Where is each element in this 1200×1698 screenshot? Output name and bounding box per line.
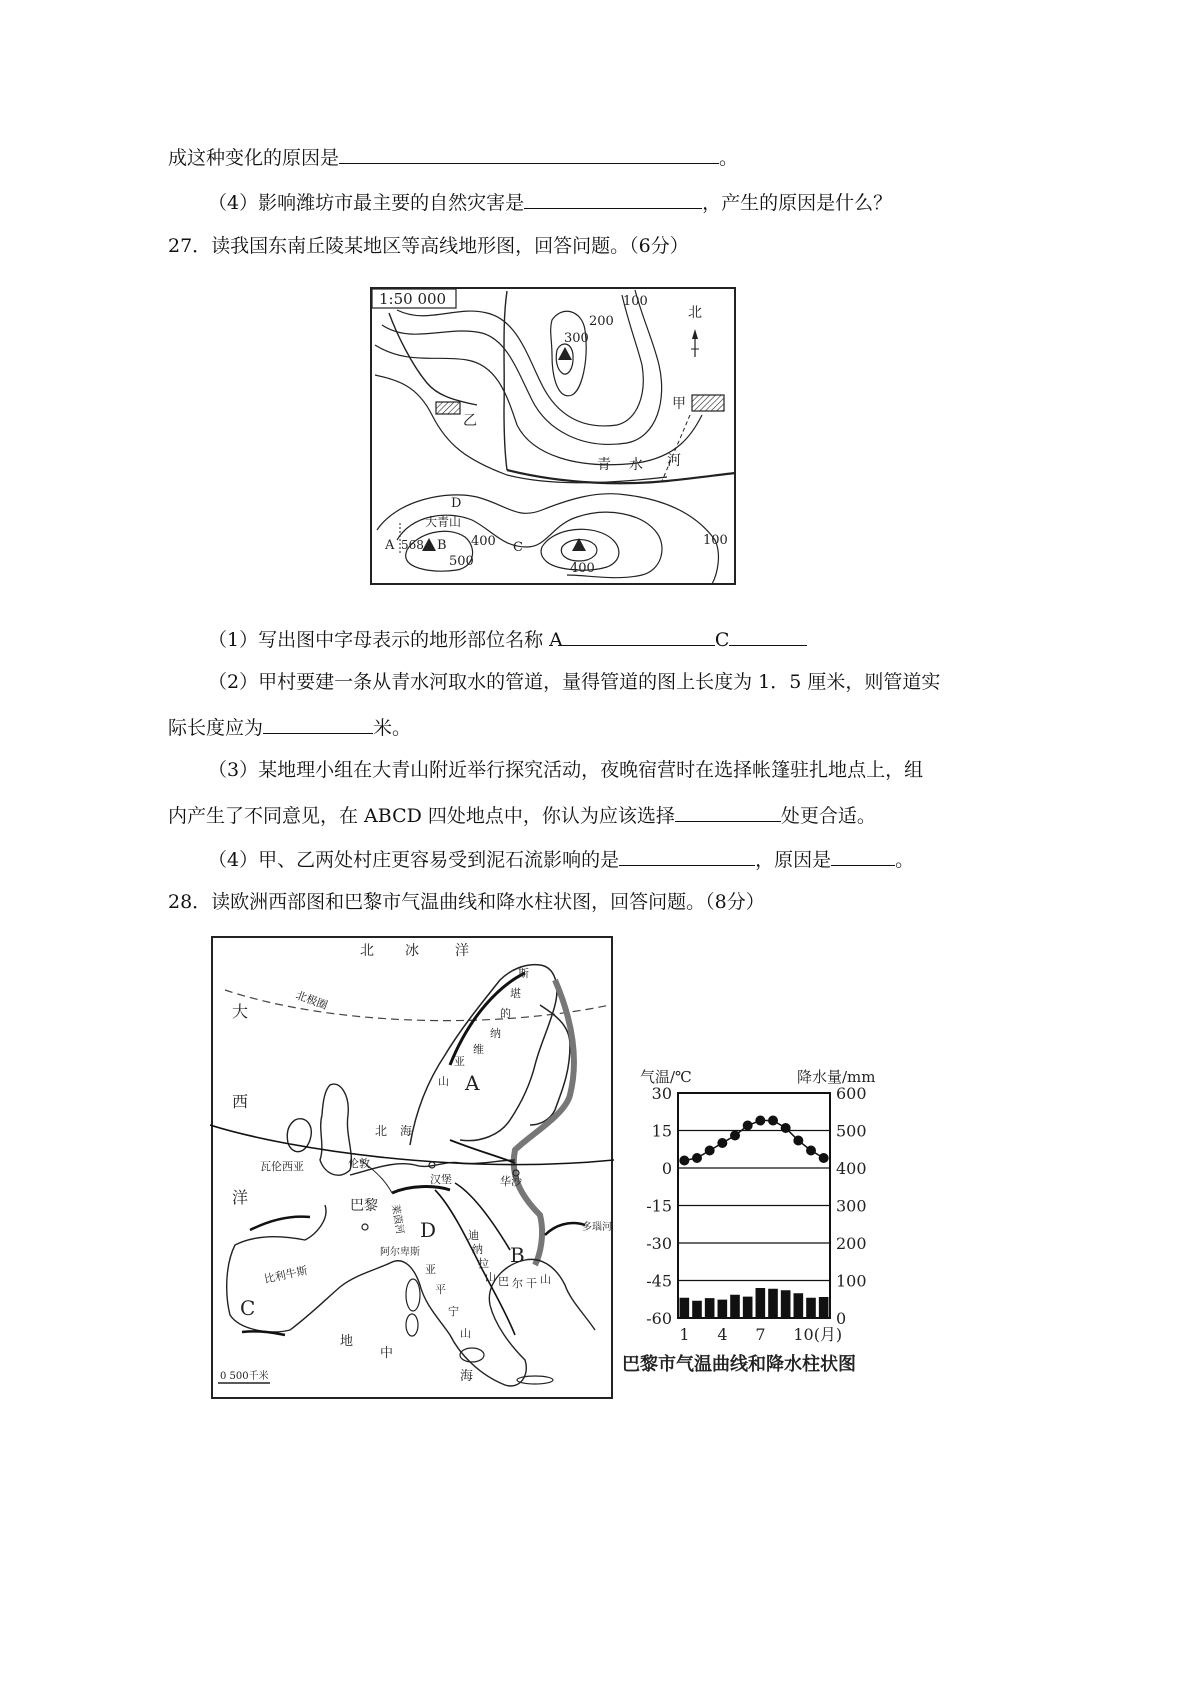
q27-2a: （2）甲村要建一条从青水河取水的管道，量得管道的图上长度为 1．5 厘米，则管道实	[208, 671, 941, 693]
y-left-tick: -15	[646, 1196, 672, 1216]
contour-400-left: 400	[471, 534, 496, 549]
apennine-char-3: 宁	[448, 1305, 459, 1318]
europe-map	[210, 935, 614, 1400]
precipitation-bar	[705, 1298, 715, 1318]
q27-2b-post: 米。	[373, 717, 412, 739]
x-tick: 10(月)	[793, 1325, 843, 1344]
precipitation-bar	[781, 1290, 791, 1318]
contour-500: 500	[449, 554, 474, 569]
city-valencia: 瓦伦西亚	[260, 1160, 304, 1173]
scand-char-7: 山	[438, 1075, 449, 1088]
line-1	[168, 143, 738, 171]
atlantic-char-1: 大	[232, 1002, 249, 1021]
blank-1[interactable]	[339, 143, 719, 164]
blank-27-1c[interactable]	[729, 625, 807, 646]
q27-1-pre: （1）写出图中字母表示的地形部位名称 A	[208, 629, 563, 651]
precipitation-bar	[819, 1297, 829, 1318]
y-left-tick: -30	[646, 1234, 672, 1253]
paris-climate-chart	[622, 1060, 922, 1380]
temperature-point	[793, 1136, 803, 1146]
contour-400-bottom: 400	[570, 561, 595, 576]
x-tick: 7	[755, 1325, 766, 1344]
temperature-point	[705, 1146, 715, 1156]
temperature-point	[768, 1116, 778, 1126]
river-char-3: 河	[667, 453, 681, 469]
temperature-point	[730, 1131, 740, 1141]
y-left-tick: -45	[646, 1271, 672, 1291]
north-label: 北	[688, 305, 702, 321]
precipitation-bar	[794, 1293, 804, 1318]
precipitation-bar	[768, 1289, 778, 1318]
precipitation-bar	[680, 1298, 690, 1318]
river-char-1: 青	[597, 457, 611, 473]
north-arrow-icon	[691, 329, 699, 357]
scand-char-5: 维	[473, 1043, 484, 1056]
question-28: 28．读欧洲西部图和巴黎市气温曲线和降水柱状图，回答问题。（8分）	[168, 891, 765, 913]
village-jia-icon	[692, 395, 724, 411]
arctic-char-2: 冰	[405, 943, 419, 959]
question-27: 27．读我国东南丘陵某地区等高线地形图，回答问题。（6分）	[168, 235, 689, 257]
y-left-tick: 0	[661, 1159, 672, 1178]
arctic-char-3: 洋	[455, 943, 469, 959]
atlantic-char-2: 西	[232, 1092, 249, 1111]
temperature-point	[692, 1153, 702, 1163]
scand-char-1: 斯	[518, 967, 529, 980]
q27-4	[208, 845, 914, 873]
arctic-circle-label: 北极圈	[293, 988, 330, 1013]
temperature-point	[743, 1121, 753, 1131]
contour-map	[367, 285, 739, 588]
blank-27-1a[interactable]	[563, 625, 715, 646]
blank-2[interactable]	[524, 188, 702, 209]
x-tick: 4	[717, 1325, 728, 1344]
apennine-char-1: 亚	[425, 1263, 436, 1276]
pipeline	[662, 415, 690, 481]
scand-char-6: 亚	[454, 1055, 465, 1068]
chart-title: 巴黎市气温曲线和降水柱状图	[622, 1354, 856, 1375]
q27-3b-pre: 内产生了不同意见，在 ABCD 四处地点中，你认为应该选择	[168, 805, 675, 827]
rhine-label: 莱茵河	[389, 1203, 406, 1236]
precipitation-bar	[692, 1301, 702, 1318]
med-char-1: 地	[340, 1334, 354, 1349]
line-2-post: ，产生的原因是什么？	[702, 192, 893, 214]
q27-3a: （3）某地理小组在大青山附近举行探究活动，夜晚宿营时在选择帐篷驻扎地点上，组	[208, 759, 924, 781]
map-scale: 1:50 000	[379, 290, 447, 308]
arctic-char-1: 北	[360, 943, 374, 959]
temperature-point	[819, 1153, 829, 1163]
precipitation-bar	[718, 1300, 728, 1318]
balkan-char-3: 干	[526, 1277, 537, 1290]
y-right-tick: 300	[836, 1196, 867, 1216]
label-d-europe: D	[420, 1218, 437, 1242]
city-warsaw: 华沙	[500, 1175, 522, 1188]
label-b: B	[437, 538, 447, 553]
precipitation-bar	[756, 1288, 766, 1318]
line-2	[208, 188, 892, 216]
label-a-europe: A	[465, 1071, 480, 1095]
line-1-pre: 成这种变化的原因是	[168, 147, 340, 169]
apennine-char-4: 山	[460, 1327, 471, 1340]
label-c: C	[513, 540, 523, 555]
temperature-point	[755, 1116, 765, 1126]
q27-4-mid: ，原因是	[755, 849, 832, 871]
q27-3b	[168, 801, 876, 829]
city-hamburg: 汉堡	[430, 1173, 452, 1186]
y-left-tick: 15	[651, 1121, 672, 1141]
city-paris: 巴黎	[350, 1198, 378, 1214]
map-scale-europe: 0 500千米	[220, 1371, 269, 1382]
y-right-tick: 600	[836, 1084, 867, 1103]
alps-label: 阿尔卑斯	[380, 1247, 420, 1258]
north-sea-char-2: 海	[400, 1124, 413, 1138]
label-b-europe: B	[510, 1243, 525, 1267]
temperature-point	[717, 1138, 727, 1148]
scand-char-2: 堪	[510, 987, 521, 1000]
north-sea-char-1: 北	[375, 1124, 388, 1138]
contour-300: 300	[564, 331, 589, 346]
y-left-tick: 30	[651, 1084, 672, 1103]
q27-2b-pre: 际长度应为	[168, 717, 264, 739]
q27-1-mid: C	[714, 629, 730, 651]
balkan-char-2: 尔	[512, 1277, 523, 1290]
precipitation-bar	[806, 1298, 816, 1318]
contour-200: 200	[589, 314, 614, 329]
label-d: D	[451, 496, 462, 511]
balkan-char-4: 山	[540, 1273, 551, 1286]
dinaric-char-2: 纳	[472, 1243, 483, 1256]
city-london: 伦敦	[348, 1157, 370, 1170]
y-right-tick: 500	[836, 1121, 867, 1141]
scand-char-4: 纳	[490, 1027, 501, 1040]
x-tick: 1	[679, 1325, 690, 1344]
danube-label: 多瑙河	[582, 1222, 612, 1233]
precipitation-bar	[743, 1297, 753, 1318]
dinaric-char-1: 迪	[468, 1229, 479, 1242]
y-right-tick: 200	[836, 1234, 867, 1253]
precipitation-bar	[730, 1295, 740, 1318]
dinaric-char-3: 拉	[478, 1257, 489, 1270]
dinaric-char-4: 山	[485, 1271, 496, 1284]
blank-27-2[interactable]	[263, 713, 373, 734]
y-right-tick: 0	[836, 1309, 847, 1328]
y-right-tick: 100	[836, 1271, 867, 1291]
blank-27-4a[interactable]	[619, 845, 755, 866]
y-left-label: 气温/℃	[640, 1068, 692, 1086]
apennine-char-2: 平	[435, 1283, 446, 1296]
q27-4-pre: （4）甲、乙两处村庄更容易受到泥石流影响的是	[208, 849, 620, 871]
balkan-char-1: 巴	[498, 1275, 509, 1288]
peak-daqingshan-icon	[422, 538, 436, 551]
med-char-3: 海	[460, 1369, 474, 1384]
temperature-point	[781, 1123, 791, 1133]
y-right-label: 降水量/mm	[797, 1068, 876, 1086]
pyrenees-label: 比利牛斯	[262, 1264, 309, 1286]
line-1-post: 。	[719, 147, 739, 169]
med-char-2: 中	[380, 1346, 394, 1361]
village-jia-label: 甲	[672, 396, 686, 412]
scand-char-3: 的	[500, 1007, 511, 1020]
y-right-tick: 400	[836, 1159, 867, 1178]
temperature-point	[806, 1146, 816, 1156]
blank-27-4b[interactable]	[831, 845, 895, 866]
q27-2b	[168, 713, 411, 741]
line-2-pre: （4）影响潍坊市最主要的自然灾害是	[208, 192, 525, 214]
label-a: A	[385, 538, 395, 553]
atlantic-char-3: 洋	[232, 1188, 249, 1207]
village-yi-icon	[436, 402, 460, 414]
peak-elevation: 568	[401, 538, 424, 552]
village-yi-label: 乙	[463, 413, 477, 429]
contour-100-top: 100	[623, 294, 648, 309]
q27-4-post: 。	[895, 849, 915, 871]
mountain-name: 大青山	[425, 515, 462, 529]
q27-3b-post: 处更合适。	[780, 805, 876, 827]
y-left-tick: -60	[646, 1309, 672, 1328]
river-char-2: 水	[629, 457, 643, 473]
temperature-point	[679, 1156, 689, 1166]
blank-27-3[interactable]	[675, 801, 781, 822]
q27-1	[208, 625, 807, 653]
peak-north-icon	[558, 347, 572, 360]
label-c-europe: C	[240, 1296, 256, 1320]
contour-100-right: 100	[703, 533, 728, 548]
